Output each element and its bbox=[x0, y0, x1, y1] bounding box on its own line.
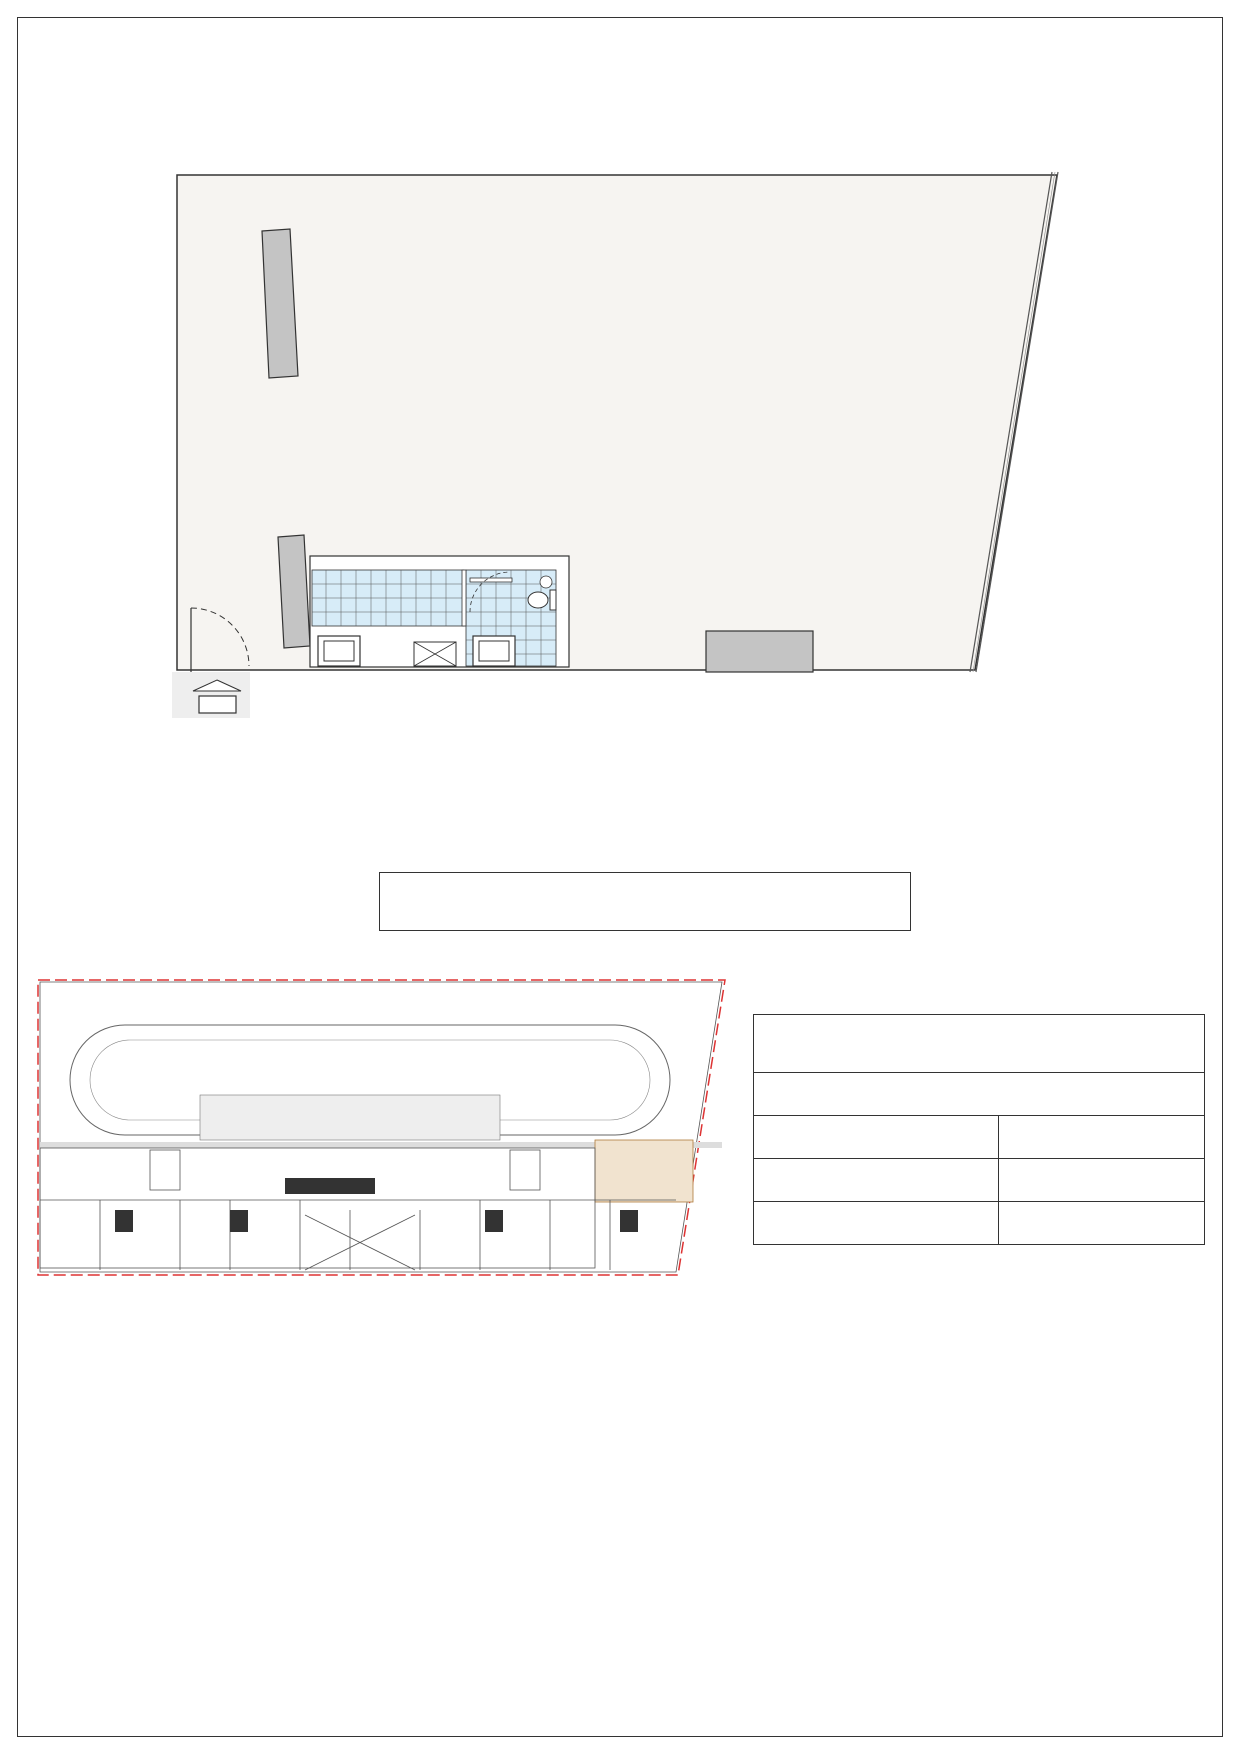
area-table bbox=[753, 1014, 1205, 1245]
suite-area-label bbox=[754, 1116, 999, 1159]
key-plan bbox=[30, 970, 730, 1280]
table-row bbox=[754, 1159, 1205, 1202]
unit-no-row bbox=[754, 1073, 1205, 1116]
total-area-value bbox=[999, 1202, 1205, 1245]
total-area-label bbox=[754, 1202, 999, 1245]
brand-logo bbox=[370, 1530, 870, 1558]
terrace-area-value bbox=[999, 1159, 1205, 1202]
table-row bbox=[754, 1202, 1205, 1245]
table-row bbox=[754, 1116, 1205, 1159]
unit-floor-plan bbox=[0, 0, 1241, 760]
unit-title bbox=[379, 872, 911, 931]
table-heading bbox=[754, 1015, 1205, 1073]
suite-area-value bbox=[999, 1116, 1205, 1159]
terrace-area-label bbox=[754, 1159, 999, 1202]
